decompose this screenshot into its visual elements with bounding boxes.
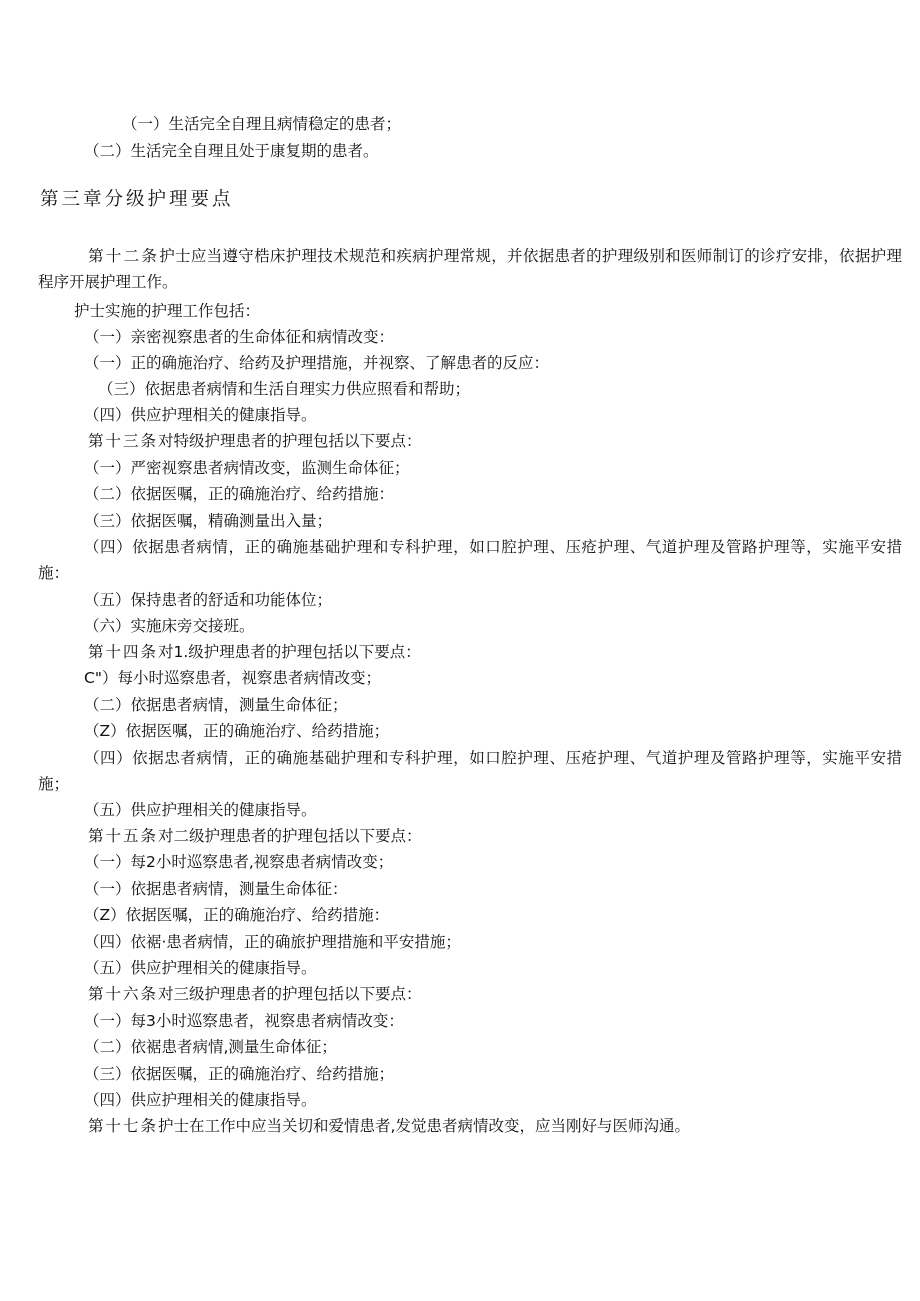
list-item: （一）每2小时巡察患者,视察患者病情改变； — [84, 853, 394, 871]
article-12-intro: 护士实施的护理工作包括： — [74, 302, 261, 320]
list-item: （六）实施床旁交接班。 — [84, 617, 255, 635]
list-item: （四）依据患者病情，正的确施基础护理和专科护理，如口腔护理、压疮护理、气道护理及管路护理等，实施平安措施： — [38, 538, 902, 582]
article-number: 第十三条 — [88, 432, 159, 450]
list-item: （五）供应护理相关的健康指导。 — [84, 959, 317, 977]
list-item: （四）供应护理相关的健康指导。 — [84, 1091, 317, 1109]
list-item: （三）依据患者病情和生活自理实力供应照看和帮助； — [98, 380, 471, 398]
article-text: 对二级护理患者的护理包括以下要点： — [158, 827, 422, 845]
list-item: （Z）依据医嘱，正的确施治疗、给药措施： — [84, 906, 390, 924]
list-item: （五）保持患者的舒适和功能体位； — [84, 591, 333, 609]
list-item: （一）依据患者病情，测量生命体征： — [84, 880, 348, 898]
article-text: 对三级护理患者的护理包括以下要点： — [158, 985, 422, 1003]
list-item: （一）生活完全自理且病情稳定的患者； — [122, 115, 402, 133]
list-item: C"）每小时巡察患者，视察患者病情改变； — [84, 669, 381, 687]
list-item: （一）严密视察患者病情改变，监测生命体征； — [84, 459, 410, 477]
list-item: （三）依据医嘱，正的确施治疗、给药措施； — [84, 1065, 395, 1083]
list-item: （四）依裾·患者病情，正的确旅护理措施和平安措施； — [84, 933, 461, 951]
list-item: （五）供应护理相关的健康指导。 — [84, 801, 317, 819]
list-item: （三）依据医嘱，精确测量出入量； — [84, 512, 333, 530]
list-item: （一）每3小时巡察患者，视察患者病情改变： — [84, 1012, 404, 1030]
article-12-paragraph — [38, 243, 902, 295]
article-17-heading — [88, 1116, 690, 1136]
list-item: （一）正的确施治疗、给药及护理措施，并视察、了解患者的反应： — [84, 354, 550, 372]
article-16-heading — [88, 984, 422, 1004]
list-item: （四）供应护理相关的健康指导。 — [84, 406, 317, 424]
chapter-title: 第三章分级护理要点 — [40, 189, 234, 210]
article-number: 第十五条 — [88, 827, 159, 845]
article-text: 护士应当遵守梏床护理技术规范和疾病护理常规，并依据患者的护理级别和医师制订的诊疗安排，依据护理程序开展护理工作。 — [38, 247, 902, 291]
article-number: 第十七条 — [88, 1117, 159, 1135]
list-item: （四）依据忠者病情，正的确施基础护理和专科护理，如口腔护理、压疮护理、气道护理及管路护理等，实施平安措施； — [38, 749, 902, 793]
article-number: 第十四条 — [88, 643, 159, 661]
article-13-heading — [88, 431, 422, 451]
list-item: （二）依据医嘱，正的确施治疗、给药措施： — [84, 485, 395, 503]
article-number: 第十六条 — [88, 985, 159, 1003]
article-15-heading — [88, 826, 422, 846]
article-text: 对1.级护理患者的护理包括以下要点： — [158, 643, 421, 661]
article-number: 第十二条 — [88, 247, 160, 265]
article-text: 对特级护理患者的护理包括以下要点： — [158, 432, 422, 450]
list-item: （二）依据患者病情，测量生命体征； — [84, 696, 348, 714]
list-item: （Z）依据医嘱，正的确施治疗、给药措施； — [84, 722, 390, 740]
list-item: （二）生活完全自理且处于康复期的患者。 — [84, 142, 379, 160]
article-text: 护士在工作中应当关切和爱情患者,发觉患者病情改变，应当刚好与医师沟通。 — [158, 1117, 690, 1135]
article-14-heading — [88, 642, 421, 662]
list-item: （二）依裾患者病情,测量生命体征； — [84, 1038, 337, 1056]
list-item: （一）亲密视察患者的生命体征和病情改变： — [84, 328, 395, 346]
